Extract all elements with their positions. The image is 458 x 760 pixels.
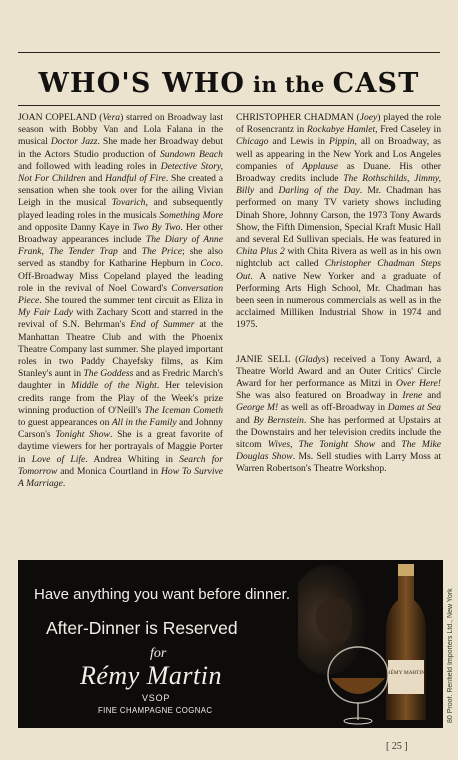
ad-brand-logo: Rémy Martin [80, 661, 222, 690]
bio-text: and Johnny Carson's [18, 417, 223, 441]
italic-title: Christopher Chadman Steps Out [236, 258, 441, 282]
cognac-bottle-and-glass-icon [298, 560, 443, 728]
italic-title: Love of Life [31, 453, 86, 465]
ad-cognac-label: FINE CHAMPAGNE COGNAC [98, 706, 213, 715]
title-part-the: the [285, 72, 333, 97]
italic-title: The Diary of Anne Frank, The Tender Trap [18, 234, 223, 258]
italic-title: How To Survive A Marriage [18, 465, 223, 490]
bio-text: , and subsequently played leading roles in the musicals [18, 197, 223, 221]
italic-title: Sundown Beach [159, 148, 223, 160]
bio-text: and [117, 246, 142, 258]
italic-title: All in the Family [111, 417, 177, 429]
italic-title: George M! [236, 402, 279, 414]
italic-title: Detective Story, Not For Children [18, 160, 223, 185]
remy-martin-advertisement [18, 560, 443, 728]
bio-text: and [85, 173, 106, 185]
bio-text: at the Manhattan Theatre Club and with the Phoenix Theatre Company last summer. She played important roles in two Paddy Chayefsky films, as Kim Stanley's aunt in [18, 319, 223, 380]
bio-text: and [236, 414, 254, 426]
italic-title: Gladys [298, 353, 326, 365]
bio-text: CHRISTOPHER CHADMAN ( [236, 112, 360, 123]
bio-text: ) played the role of Rosencrantz in [236, 112, 441, 136]
bio-text: ; she also served as standby for Katharine Hepburn in [18, 246, 223, 270]
bio-text: , all on Broadway, as well as appearing in the New York and Los Angeles companies of [236, 136, 441, 172]
bio-text: and opposite Danny Kaye in [18, 221, 133, 233]
right-column [236, 112, 441, 487]
page-number: [ 25 ] [386, 741, 408, 752]
top-rule [18, 52, 440, 53]
ad-tagline-2: After-Dinner is Reserved [46, 618, 238, 638]
bio-text: to guest appearances on [18, 417, 112, 429]
italic-title: The Price [141, 246, 182, 258]
bio-text: and Monica Courtland in [57, 465, 161, 477]
bio-text: as well as off-Broadway in [278, 402, 388, 414]
bio-text: JANIE SELL ( [236, 353, 299, 365]
bio-text: and [422, 390, 441, 402]
bio-text: . Off-Broadway Miss Copeland played the leading role in the revival of Noel Coward's [18, 258, 223, 294]
bio-text: and as Fredric March's daughter in [18, 368, 223, 392]
bio-text: . Mr. Chadman has performed on many TV variety shows including Dinah Shore, Johnny Carson, the 1973 Tony Awards Show, the Fifth Dimension, Special Kraft Music Hall and several Ed Sullivan specials. He was featured in [236, 185, 441, 246]
bio-paragraph [18, 112, 223, 490]
italic-title: Wives, The Tonight Show [267, 439, 376, 451]
bio-text: . [62, 478, 66, 490]
italic-title: Joey [359, 112, 378, 123]
bio-text: . She is a great favorite of daytime viewers for her portrayals of Maggie Porter in [18, 429, 223, 465]
bio-text: . She toured the summer tent circuit as Eliza in [39, 295, 223, 307]
italic-title: End of Summer [130, 319, 195, 331]
ad-tagline-1: Have anything you want before dinner. [34, 586, 291, 603]
italic-title: Middle of the Night [71, 380, 157, 392]
italic-title: Conversation Piece [18, 282, 223, 307]
italic-title: Coco [200, 258, 221, 270]
italic-title: My Fair Lady [18, 307, 73, 319]
bio-text: ) starred on Broadway last season with Bobby Van and Lola Falana in the musical [18, 112, 223, 148]
title-rule [18, 105, 440, 106]
ad-vsop: VSOP [142, 693, 171, 703]
italic-title: The Iceman Cometh [144, 404, 223, 416]
italic-title: The Goddess [83, 368, 134, 380]
italic-title: Doctor Jazz [50, 136, 98, 148]
italic-title: Handful of Fire [105, 173, 166, 185]
italic-title: Applause [302, 160, 338, 172]
italic-title: Dames at Sea [387, 402, 441, 414]
italic-title: Rockabye Hamlet [306, 124, 376, 136]
bio-text: , Fred Caseley in [375, 124, 441, 136]
bio-text: and followed with leading roles in [18, 160, 161, 172]
title-part-cast: CAST [332, 68, 420, 99]
bio-text: She was also featured on Broadway in [236, 390, 403, 402]
bio-text: . She has performed at Upstairs at the Downstairs and her television credits include the sitcom [236, 414, 441, 451]
italic-title: The Mike Douglas Show [236, 439, 441, 463]
italic-title: Tonight Show [55, 429, 110, 441]
importer-note: 80 Proof. Renfield Importers Ltd., New York [447, 588, 454, 723]
bio-paragraph [236, 112, 441, 332]
bio-text: . Ms. Sell studies with Larry Moss at Warren Robertson's Theatre Workshop. [236, 451, 441, 475]
bio-text: and [375, 439, 402, 451]
bio-text: . She made her Broadway debut in the Actors Studio production of [18, 136, 223, 160]
bio-text: and [254, 185, 279, 197]
bio-text: as Duane. His other Broadway credits include [236, 160, 441, 185]
bio-text: ) received a Tony Award, a Theatre World Award and an Outer Critics' Circle Award for her performance as Mitzi in [236, 353, 441, 390]
title-part-whos-who: WHO'S WHO [38, 68, 246, 99]
italic-title: Pippin [328, 136, 355, 148]
italic-title: Darling of the Day [278, 185, 360, 197]
title-part-in: in [245, 72, 286, 97]
italic-title: Chicago [236, 136, 269, 148]
italic-title: Vera [102, 112, 121, 123]
bio-text: with Chita Rivera as well as in his own nightclub act called [236, 246, 441, 270]
page-title [0, 68, 458, 99]
bio-text: . A native New Yorker and a graduate of Performing Arts High School, Mr. Chadman has been seen in numerous commercials as well as in the acclaimed Milliken Industrial Show in 1974 and 1975. [236, 270, 441, 331]
bio-text: . Her other Broadway appearances include [18, 221, 223, 246]
italic-title: Search for Tomorrow [18, 453, 223, 477]
bio-text: . Her television credits range from the Play of the Week's prize winning production of O'Neill's [18, 380, 223, 416]
italic-title: Two By Two [132, 221, 181, 233]
ad-for: for [150, 646, 167, 661]
bottle-label-text: RÉMY MARTIN [386, 670, 426, 676]
bio-text: . She created a sensation when she took over for the ailing Vivian Leigh in the musical [18, 173, 224, 209]
italic-title: Irene [402, 390, 423, 402]
bio-text: and Lewis in [268, 136, 329, 148]
bio-text: . Andrea Whiting in [85, 453, 180, 465]
italic-title: Chita Plus 2 [236, 246, 285, 258]
italic-title: By Bernstein [253, 414, 304, 426]
italic-title: Over Here! [396, 378, 441, 390]
left-column [18, 112, 223, 501]
italic-title: The Rothschilds, Jimmy, Billy [236, 173, 441, 197]
bio-text: with Zachary Scott and starred in the revival of S.N. Behrman's [18, 307, 223, 331]
bio-paragraph [236, 354, 441, 476]
italic-title: Tovarich [111, 197, 146, 209]
bio-text: JOAN COPELAND ( [18, 112, 103, 123]
italic-title: Something More [159, 209, 223, 221]
